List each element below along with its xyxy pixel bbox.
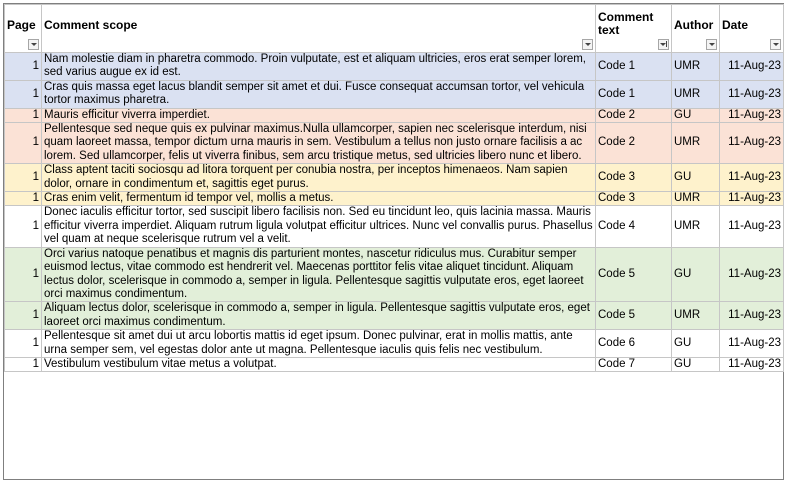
page-cell[interactable]: 1 [5,192,42,206]
comment-text-cell[interactable]: Code 4 [596,206,672,247]
comment-text-cell[interactable]: Code 5 [596,302,672,330]
comment-text-cell[interactable]: Code 6 [596,330,672,358]
column-header-page-label: Page [7,18,36,32]
comment-table [4,4,784,372]
comment-scope-cell[interactable]: Pellentesque sed neque quis ex pulvinar maximus.Nulla ullamcorper, sapien nec scelerisque interdum, nisi quam laoreet massa, tempor dictum urna mauris in sem. Vestibulum a tellus non justo ornare facilisis a ac lorem. Sed ullamcorper, felis ut viverra finibus, sem arcu tristique metus, sed ultricies libero nunc et libero. [42,123,596,164]
author-cell[interactable]: UMR [672,302,720,330]
comment-scope-cell[interactable]: Pellentesque sit amet dui ut arcu lobortis mattis id eget ipsum. Donec pulvinar, erat in mollis mattis, ante urna semper sem, vel egestas dolor ante ut magna. Pellentesque iaculis quis felis nec vestibulum. [42,330,596,358]
author-cell[interactable]: GU [672,164,720,192]
comment-text-cell[interactable]: Code 3 [596,164,672,192]
comment-text-cell[interactable]: Code 2 [596,108,672,122]
comment-text-cell[interactable]: Code 3 [596,192,672,206]
date-cell[interactable]: 11-Aug-23 [720,247,784,302]
author-cell[interactable]: UMR [672,80,720,108]
author-cell[interactable]: GU [672,108,720,122]
date-cell[interactable]: 11-Aug-23 [720,80,784,108]
comment-scope-cell[interactable]: Cras quis massa eget lacus blandit semper sit amet et dui. Fusce consequat accumsan tortor, vel vehicula tortor maximus pharetra. [42,80,596,108]
page-cell[interactable]: 1 [5,164,42,192]
comment-scope-cell[interactable]: Donec iaculis efficitur tortor, sed suscipit libero facilisis non. Sed eu tincidunt leo, quis lacinia massa. Mauris efficitur viverra imperdiet. Aliquam rutrum ligula volutpat efficitur ultrices. Nunc vel convallis purus. Phasellus vel quam at neque scelerisque rutrum vel a velit. [42,206,596,247]
author-cell[interactable]: GU [672,357,720,371]
page-cell[interactable]: 1 [5,206,42,247]
comment-table-sheet [3,3,784,480]
column-header-date [720,5,784,53]
table-row [5,108,784,122]
filter-dropdown-icon[interactable] [582,39,593,50]
table-row [5,330,784,358]
comment-scope-cell[interactable]: Vestibulum vestibulum vitae metus a volutpat. [42,357,596,371]
comment-scope-cell[interactable]: Cras enim velit, fermentum id tempor vel, mollis a metus. [42,192,596,206]
author-cell[interactable]: GU [672,330,720,358]
date-cell[interactable]: 11-Aug-23 [720,330,784,358]
page-cell[interactable]: 1 [5,123,42,164]
date-cell[interactable]: 11-Aug-23 [720,108,784,122]
author-cell[interactable]: GU [672,247,720,302]
comment-scope-cell[interactable]: Class aptent taciti sociosqu ad litora torquent per conubia nostra, per inceptos himenaeos. Nam sapien dolor, ornare in condimentum et, sagittis eget purus. [42,164,596,192]
author-cell[interactable]: UMR [672,206,720,247]
table-row [5,357,784,371]
page-cell[interactable]: 1 [5,53,42,81]
date-cell[interactable]: 11-Aug-23 [720,206,784,247]
table-row [5,302,784,330]
comment-text-cell[interactable]: Code 7 [596,357,672,371]
comment-text-cell[interactable]: Code 2 [596,123,672,164]
page-cell[interactable]: 1 [5,357,42,371]
page-cell[interactable]: 1 [5,330,42,358]
author-cell[interactable]: UMR [672,192,720,206]
comment-text-cell[interactable]: Code 1 [596,53,672,81]
column-header-page [5,5,42,53]
table-body [5,53,784,372]
filter-dropdown-icon[interactable] [770,39,781,50]
column-header-comment-scope-label: Comment scope [44,18,138,32]
page-cell[interactable]: 1 [5,80,42,108]
table-row [5,164,784,192]
date-cell[interactable]: 11-Aug-23 [720,53,784,81]
comment-scope-cell[interactable]: Aliquam lectus dolor, scelerisque in commodo a, semper in ligula. Pellentesque sagittis vulputate eros, eget laoreet orci maximus condimentum. [42,302,596,330]
author-cell[interactable]: UMR [672,53,720,81]
page-cell[interactable]: 1 [5,108,42,122]
table-row [5,192,784,206]
table-row [5,247,784,302]
comment-scope-cell[interactable]: Orci varius natoque penatibus et magnis dis parturient montes, nascetur ridiculus mus. Curabitur semper euismod lectus, vitae commodo est hendrerit vel. Maecenas porttitor felis vitae aliquet tincidunt. Aliquam lectus dolor, scelerisque in commodo a, semper in ligula. Pellentesque sagittis vulputate eros, eget laoreet orci maximus condimentum. [42,247,596,302]
date-cell[interactable]: 11-Aug-23 [720,302,784,330]
column-header-comment-text-label: Comment text [598,10,654,38]
column-header-comment-scope [42,5,596,53]
table-row [5,123,784,164]
column-header-comment-text [596,5,672,53]
column-header-author-label: Author [674,18,714,32]
date-cell[interactable]: 11-Aug-23 [720,192,784,206]
date-cell[interactable]: 11-Aug-23 [720,164,784,192]
author-cell[interactable]: UMR [672,123,720,164]
comment-scope-cell[interactable]: Nam molestie diam in pharetra commodo. Proin vulputate, est et aliquam ultricies, eros erat semper lorem, sed varius augue ex id est. [42,53,596,81]
filter-dropdown-icon[interactable] [706,39,717,50]
table-row [5,80,784,108]
column-header-date-label: Date [722,18,749,32]
comment-scope-cell[interactable]: Mauris efficitur viverra imperdiet. [42,108,596,122]
page-cell[interactable]: 1 [5,302,42,330]
date-cell[interactable]: 11-Aug-23 [720,357,784,371]
table-row [5,53,784,81]
header-row [5,5,784,53]
filter-dropdown-icon[interactable] [28,39,39,50]
column-header-author [672,5,720,53]
page-cell[interactable]: 1 [5,247,42,302]
comment-text-cell[interactable]: Code 1 [596,80,672,108]
comment-text-cell[interactable]: Code 5 [596,247,672,302]
table-row [5,206,784,247]
sort-filter-dropdown-icon[interactable] [658,39,669,50]
date-cell[interactable]: 11-Aug-23 [720,123,784,164]
